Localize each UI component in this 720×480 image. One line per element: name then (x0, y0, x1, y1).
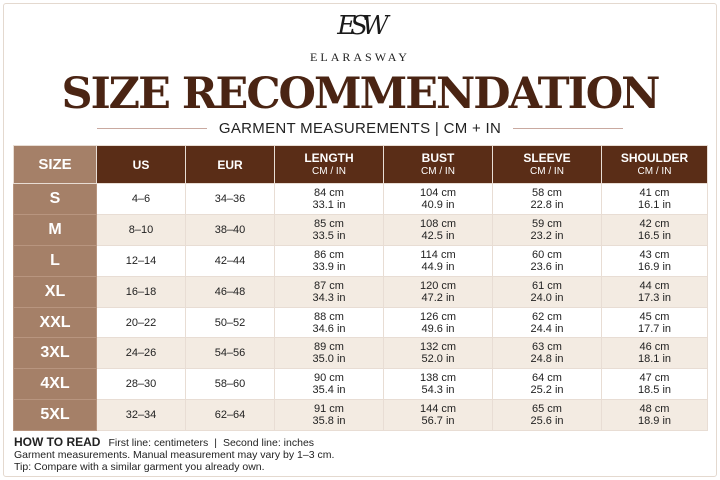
sleeve-cell-text: 24.8 in (530, 353, 564, 366)
shoulder-cell-text: 42 cm (639, 217, 670, 230)
sleeve-cell-text: 25.2 in (530, 384, 564, 397)
bust-cell (384, 276, 493, 307)
length-cell-text: 35.8 in (312, 415, 346, 428)
length-cell-text: 90 cm (314, 372, 344, 385)
header-length (275, 146, 384, 184)
sleeve-cell (493, 369, 602, 400)
sleeve-cell-text: 23.2 in (530, 229, 564, 242)
eur-size-cell-text: 34–36 (214, 192, 246, 205)
eur-size-cell (186, 184, 275, 215)
length-cell-text: 84 cm (314, 186, 344, 199)
sleeve-cell-text: 61 cm (532, 279, 562, 292)
shoulder-cell-text: 44 cm (639, 279, 670, 292)
bust-cell-text: 40.9 in (421, 198, 455, 211)
us-size-cell-text: 28–30 (125, 378, 157, 391)
size-cell (14, 400, 97, 431)
sleeve-cell-text: 24.4 in (530, 322, 564, 335)
header-size (14, 146, 97, 184)
length-cell-text: 86 cm (314, 248, 344, 261)
length-cell-text: 91 cm (314, 403, 344, 416)
length-cell-text: 85 cm (314, 217, 344, 230)
length-cell (275, 338, 384, 369)
size-cell (14, 338, 97, 369)
bust-cell (384, 400, 493, 431)
size-cell (14, 184, 97, 215)
table-row (14, 369, 708, 400)
us-size-cell-text: 16–18 (125, 285, 157, 298)
size-cell (14, 245, 97, 276)
shoulder-cell (602, 307, 708, 338)
note-separator: | (214, 437, 217, 449)
shoulder-cell (602, 184, 708, 215)
shoulder-cell-text: 45 cm (639, 310, 670, 323)
sleeve-cell-text: 59 cm (532, 217, 562, 230)
length-cell (275, 400, 384, 431)
bust-cell (384, 245, 493, 276)
header-unit: CM / IN (421, 165, 455, 177)
us-size-cell-text: 8–10 (128, 223, 154, 236)
first-line-note: First line: centimeters (108, 437, 209, 449)
header-unit: CM / IN (530, 165, 564, 177)
shoulder-cell (602, 338, 708, 369)
size-cell-text: 4XL (40, 375, 70, 393)
brand-name: ELARASWAY (310, 50, 410, 64)
bust-cell (384, 369, 493, 400)
us-size-cell-text: 12–14 (125, 254, 157, 267)
how-to-read-label: HOW TO READ (14, 435, 101, 449)
bust-cell (384, 307, 493, 338)
length-cell (275, 307, 384, 338)
sleeve-cell (493, 214, 602, 245)
shoulder-cell-text: 17.7 in (637, 322, 672, 335)
length-cell (275, 369, 384, 400)
us-size-cell (97, 307, 186, 338)
table-row (14, 338, 708, 369)
header-unit: CM / IN (637, 165, 672, 177)
table-row (14, 307, 708, 338)
shoulder-cell (602, 400, 708, 431)
shoulder-cell-text: 18.1 in (637, 353, 672, 366)
eur-size-cell (186, 307, 275, 338)
length-cell-text: 89 cm (314, 341, 344, 354)
second-line-note: Second line: inches (222, 437, 315, 449)
us-size-cell-text: 4–6 (131, 192, 151, 205)
sleeve-cell (493, 184, 602, 215)
size-cell (14, 307, 97, 338)
eur-size-cell-text: 46–48 (214, 285, 246, 298)
bust-cell-text: 44.9 in (421, 260, 455, 273)
how-to-read-line (14, 436, 708, 449)
sleeve-cell-text: 63 cm (532, 341, 562, 354)
bust-cell-text: 144 cm (419, 403, 457, 416)
length-cell (275, 184, 384, 215)
table-row (14, 184, 708, 215)
eur-size-cell (186, 400, 275, 431)
header-bust (384, 146, 493, 184)
size-cell-text: XXL (39, 313, 71, 331)
table-row (14, 214, 708, 245)
length-cell (275, 245, 384, 276)
page-subtitle: GARMENT MEASUREMENTS | CM + IN (218, 119, 502, 137)
table-row (14, 400, 708, 431)
eur-size-cell (186, 338, 275, 369)
shoulder-cell-text: 43 cm (639, 248, 670, 261)
table-row (14, 245, 708, 276)
shoulder-cell-text: 16.1 in (637, 198, 672, 211)
bust-cell-text: 126 cm (419, 310, 457, 323)
header-label: SIZE (38, 155, 72, 173)
length-cell-text: 34.6 in (312, 322, 346, 335)
us-size-cell-text: 24–26 (125, 347, 157, 360)
header-label: EUR (217, 157, 243, 172)
us-size-cell-text: 20–22 (125, 316, 157, 329)
sleeve-cell-text: 22.8 in (530, 198, 564, 211)
bust-cell-text: 120 cm (419, 279, 457, 292)
brand-logo (0, 10, 720, 42)
subtitle-divider-right (513, 128, 623, 129)
bust-cell-text: 138 cm (419, 372, 457, 385)
us-size-cell (97, 214, 186, 245)
length-cell-text: 33.5 in (312, 229, 346, 242)
bust-cell-text: 49.6 in (421, 322, 455, 335)
eur-size-cell-text: 58–60 (214, 378, 246, 391)
shoulder-cell-text: 47 cm (639, 372, 670, 385)
bust-cell-text: 54.3 in (421, 384, 455, 397)
eur-size-cell (186, 245, 275, 276)
shoulder-cell-text: 41 cm (639, 186, 670, 199)
sleeve-cell-text: 62 cm (532, 310, 562, 323)
bust-cell-text: 108 cm (419, 217, 457, 230)
us-size-cell (97, 276, 186, 307)
shoulder-cell (602, 276, 708, 307)
bust-cell-text: 114 cm (420, 248, 456, 261)
size-cell (14, 214, 97, 245)
bust-cell-text: 47.2 in (421, 291, 455, 304)
us-size-cell-text: 32–34 (125, 409, 157, 422)
size-cell-text: M (48, 220, 62, 238)
sleeve-cell (493, 338, 602, 369)
sleeve-cell-text: 65 cm (532, 403, 562, 416)
length-cell (275, 214, 384, 245)
length-cell-text: 35.4 in (312, 384, 346, 397)
length-cell (275, 276, 384, 307)
sleeve-cell-text: 25.6 in (530, 415, 564, 428)
size-cell (14, 276, 97, 307)
shoulder-cell (602, 214, 708, 245)
logo-monogram: ESW (337, 11, 383, 41)
sleeve-cell (493, 245, 602, 276)
table-body (14, 184, 708, 431)
bust-cell (384, 214, 493, 245)
eur-size-cell-text: 50–52 (214, 316, 246, 329)
eur-size-cell (186, 214, 275, 245)
bust-cell (384, 338, 493, 369)
header-unit: CM / IN (312, 165, 346, 177)
us-size-cell (97, 184, 186, 215)
eur-size-cell-text: 38–40 (214, 223, 246, 236)
bust-cell (384, 184, 493, 215)
bust-cell-text: 104 cm (419, 186, 457, 199)
size-cell-text: 5XL (40, 406, 70, 424)
length-cell-text: 88 cm (314, 310, 344, 323)
header-sleeve (493, 146, 602, 184)
measurement-note: Garment measurements. Manual measurement may vary by 1–3 cm. (14, 449, 335, 461)
length-cell-text: 34.3 in (312, 291, 346, 304)
eur-size-cell-text: 54–56 (214, 347, 246, 360)
size-cell (14, 369, 97, 400)
shoulder-cell-text: 46 cm (639, 341, 670, 354)
eur-size-cell-text: 62–64 (214, 409, 246, 422)
subtitle-row (0, 118, 720, 138)
us-size-cell (97, 400, 186, 431)
size-table (13, 145, 708, 431)
eur-size-cell (186, 369, 275, 400)
us-size-cell (97, 338, 186, 369)
header-eur (186, 146, 275, 184)
bust-cell-text: 52.0 in (421, 353, 455, 366)
length-cell-text: 87 cm (314, 279, 344, 292)
shoulder-cell (602, 369, 708, 400)
length-cell-text: 35.0 in (312, 353, 346, 366)
length-cell-text: 33.1 in (312, 198, 346, 211)
size-cell-text: XL (44, 282, 66, 300)
subtitle-divider-left (97, 128, 207, 129)
header-label: BUST (421, 150, 455, 165)
header-label: US (132, 157, 150, 172)
header-shoulder (602, 146, 708, 184)
us-size-cell (97, 369, 186, 400)
size-cell-text: S (49, 189, 61, 207)
page-title: SIZE RECOMMENDATION (61, 69, 659, 119)
sleeve-cell (493, 307, 602, 338)
bust-cell-text: 132 cm (419, 341, 457, 354)
sleeve-cell-text: 58 cm (532, 186, 562, 199)
sleeve-cell (493, 400, 602, 431)
shoulder-cell-text: 17.3 in (637, 291, 672, 304)
header-us (97, 146, 186, 184)
us-size-cell (97, 245, 186, 276)
sleeve-cell (493, 276, 602, 307)
shoulder-cell-text: 48 cm (639, 403, 670, 416)
bust-cell-text: 56.7 in (421, 415, 455, 428)
eur-size-cell-text: 42–44 (214, 254, 246, 267)
length-cell-text: 33.9 in (312, 260, 346, 273)
eur-size-cell (186, 276, 275, 307)
shoulder-cell-text: 18.9 in (637, 415, 672, 428)
sleeve-cell-text: 23.6 in (530, 260, 564, 273)
bust-cell-text: 42.5 in (421, 229, 455, 242)
table-header-row (14, 146, 708, 184)
shoulder-cell-text: 16.9 in (637, 260, 672, 273)
size-cell-text: 3XL (40, 344, 70, 362)
header-label: SHOULDER (620, 150, 689, 165)
header-label: SLEEVE (523, 150, 571, 165)
footer-notes (14, 436, 708, 473)
tip-note: Tip: Compare with a similar garment you already own. (14, 461, 265, 473)
shoulder-cell-text: 18.5 in (637, 384, 672, 397)
header-label: LENGTH (304, 150, 354, 165)
table-row (14, 276, 708, 307)
sleeve-cell-text: 64 cm (532, 372, 562, 385)
shoulder-cell-text: 16.5 in (637, 229, 672, 242)
sleeve-cell-text: 24.0 in (530, 291, 564, 304)
sleeve-cell-text: 60 cm (532, 248, 562, 261)
shoulder-cell (602, 245, 708, 276)
size-cell-text: L (50, 251, 60, 269)
